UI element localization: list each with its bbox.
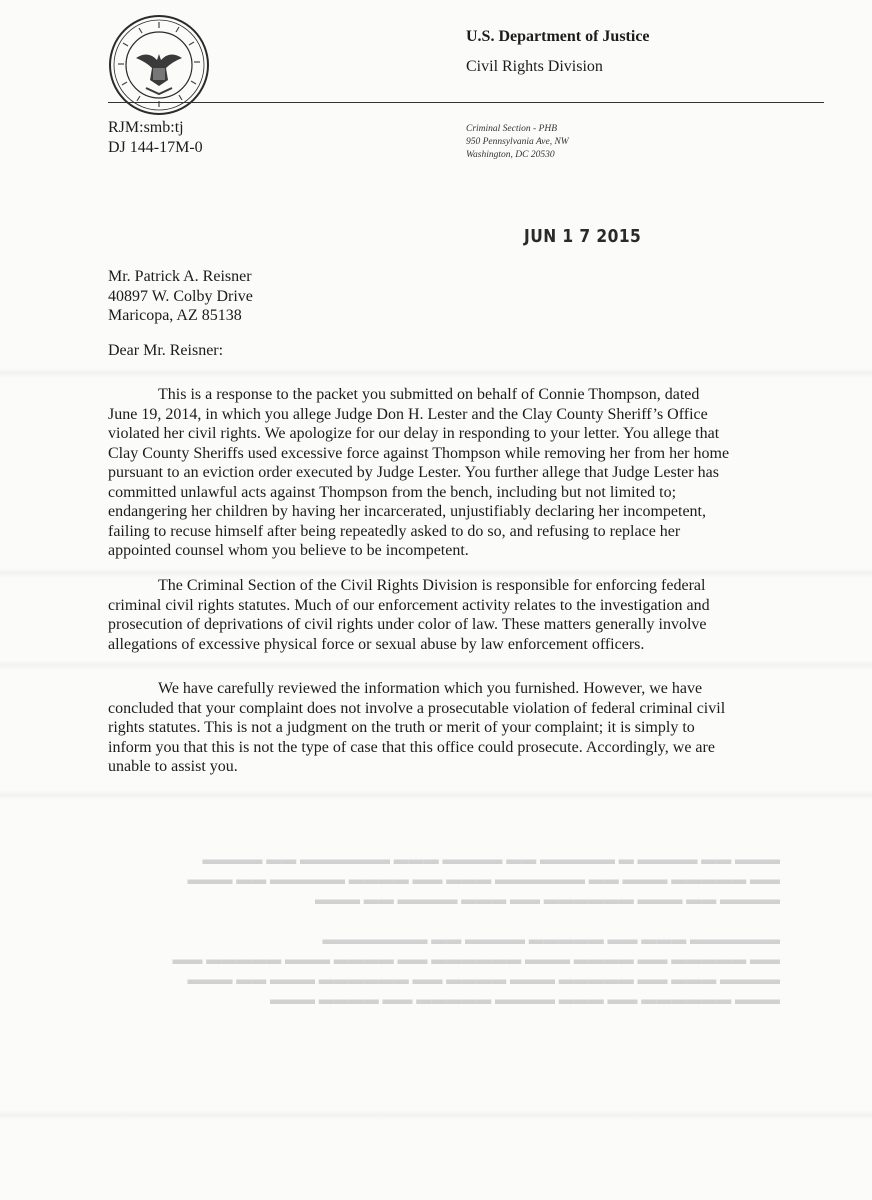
recipient-city: Maricopa, AZ 85138 bbox=[108, 307, 242, 324]
paragraph-line: This is a response to the packet you submitted on behalf of Connie Thompson, dated bbox=[158, 386, 700, 403]
salutation: Dear Mr. Reisner: bbox=[108, 342, 224, 359]
paragraph-line: violated her civil rights. We apologize for our delay in responding to your letter. You allege that bbox=[108, 425, 720, 442]
paragraph-line: prosecution of deprivations of civil rights under color of law. These matters generally involve bbox=[108, 616, 707, 633]
office-section: Criminal Section - PHB bbox=[466, 124, 558, 134]
recipient-address bbox=[108, 267, 253, 326]
bleed-through-texture bbox=[100, 930, 780, 1010]
paragraph-line: pursuant to an eviction order executed by Judge Lester. You further allege that Judge Lester has bbox=[108, 464, 719, 481]
bleed-line: ▬▬▬▬▬▬ ▬▬▬ ▬▬ ▬▬▬▬▬ ▬▬▬▬ ▬▬ ▬▬▬▬▬▬▬ bbox=[322, 932, 780, 948]
paragraph-line: allegations of excessive physical force or sexual abuse by law enforcement officers. bbox=[108, 635, 645, 653]
bleed-line: ▬▬ ▬▬▬▬▬ ▬▬ ▬▬▬▬ ▬▬▬ ▬▬▬▬▬▬ ▬▬ ▬▬▬▬ ▬▬▬ ▬▬▬▬▬ ▬▬ bbox=[172, 952, 780, 968]
paragraph-line: concluded that your complaint does not involve a prosecutable violation of federal criminal civil bbox=[108, 699, 726, 717]
bleed-line: ▬▬ ▬▬▬▬▬ ▬▬▬ ▬▬ ▬▬▬▬▬▬ ▬▬▬ ▬▬ ▬▬▬▬ ▬▬▬▬▬ ▬▬ ▬▬▬ bbox=[187, 872, 780, 888]
office-street: 950 Pennsylvania Ave, NW bbox=[466, 137, 569, 147]
bleed-line: ▬▬▬ ▬▬ ▬▬▬▬ ▬ ▬▬▬▬▬ ▬▬ ▬▬▬▬ ▬▬▬ ▬▬▬▬▬▬ ▬▬ ▬▬▬▬ bbox=[202, 852, 780, 868]
paragraph-line: appointed counsel whom you believe to be incompetent. bbox=[108, 542, 469, 559]
scan-band bbox=[0, 1110, 872, 1120]
scan-band bbox=[0, 790, 872, 800]
paragraph-line: criminal civil rights statutes. Much of our enforcement activity relates to the investigation and bbox=[108, 596, 710, 614]
paragraph-line: We have carefully reviewed the information which you furnished. However, we have bbox=[158, 680, 703, 697]
body-paragraph-3 bbox=[108, 679, 768, 777]
paragraph-line: rights statutes. This is not a judgment on the truth or merit of your complaint; it is simply to bbox=[108, 719, 695, 736]
recipient-street: 40897 W. Colby Drive bbox=[108, 287, 253, 305]
bleed-line: ▬▬▬▬ ▬▬ ▬▬▬ ▬▬▬▬▬▬ ▬▬ ▬▬▬ ▬▬▬▬ ▬▬ ▬▬▬ bbox=[315, 892, 780, 908]
paragraph-line: endangering her children by having her incarcerated, unjustifiably declaring her incompetent, bbox=[108, 503, 706, 520]
office-city: Washington, DC 20530 bbox=[466, 150, 555, 160]
paragraph-line: committed unlawful acts against Thompson from the bench, including but not limited to; bbox=[108, 483, 677, 501]
body-paragraph-1 bbox=[108, 385, 768, 561]
bleed-through-texture bbox=[100, 850, 780, 910]
paragraph-line: Clay County Sheriffs used excessive force against Thompson while removing her from her home bbox=[108, 444, 730, 462]
paragraph-line: The Criminal Section of the Civil Rights Division is responsible for enforcing federal bbox=[158, 577, 706, 594]
paragraph-line: failing to recuse himself after being repeatedly asked to do so, and refusing to replace her bbox=[108, 522, 681, 540]
reference-block bbox=[108, 118, 203, 158]
date-stamp: JUN 1 7 2015 bbox=[524, 226, 642, 247]
paragraph-line: June 19, 2014, in which you allege Judge Don H. Lester and the Clay County Sheriff’s Office bbox=[108, 405, 708, 423]
letterhead-rule bbox=[108, 102, 824, 103]
agency-name: U.S. Department of Justice bbox=[466, 28, 650, 45]
reference-initials: RJM:smb:tj bbox=[108, 119, 184, 136]
reference-file-number: DJ 144-17M-0 bbox=[108, 139, 203, 156]
bleed-line: ▬▬▬ ▬▬▬▬▬▬ ▬▬ ▬▬▬ ▬▬▬▬ ▬▬▬▬▬ ▬▬ ▬▬▬▬ ▬▬▬ bbox=[270, 992, 780, 1008]
paragraph-line: inform you that this is not the type of case that this office could prosecute. Accordingly, we are bbox=[108, 738, 715, 756]
office-address bbox=[466, 123, 569, 162]
scan-band bbox=[0, 660, 872, 670]
bleed-line: ▬▬▬▬ ▬▬▬ ▬▬ ▬▬▬▬▬ ▬▬▬ ▬▬▬▬ ▬▬ ▬▬▬▬▬▬ ▬▬▬ ▬▬ ▬▬▬ bbox=[187, 972, 780, 988]
agency-division: Civil Rights Division bbox=[466, 58, 603, 75]
scan-band bbox=[0, 368, 872, 378]
doj-seal-icon bbox=[108, 14, 210, 116]
body-paragraph-2 bbox=[108, 576, 768, 654]
paragraph-line: unable to assist you. bbox=[108, 758, 238, 775]
recipient-name: Mr. Patrick A. Reisner bbox=[108, 268, 252, 285]
